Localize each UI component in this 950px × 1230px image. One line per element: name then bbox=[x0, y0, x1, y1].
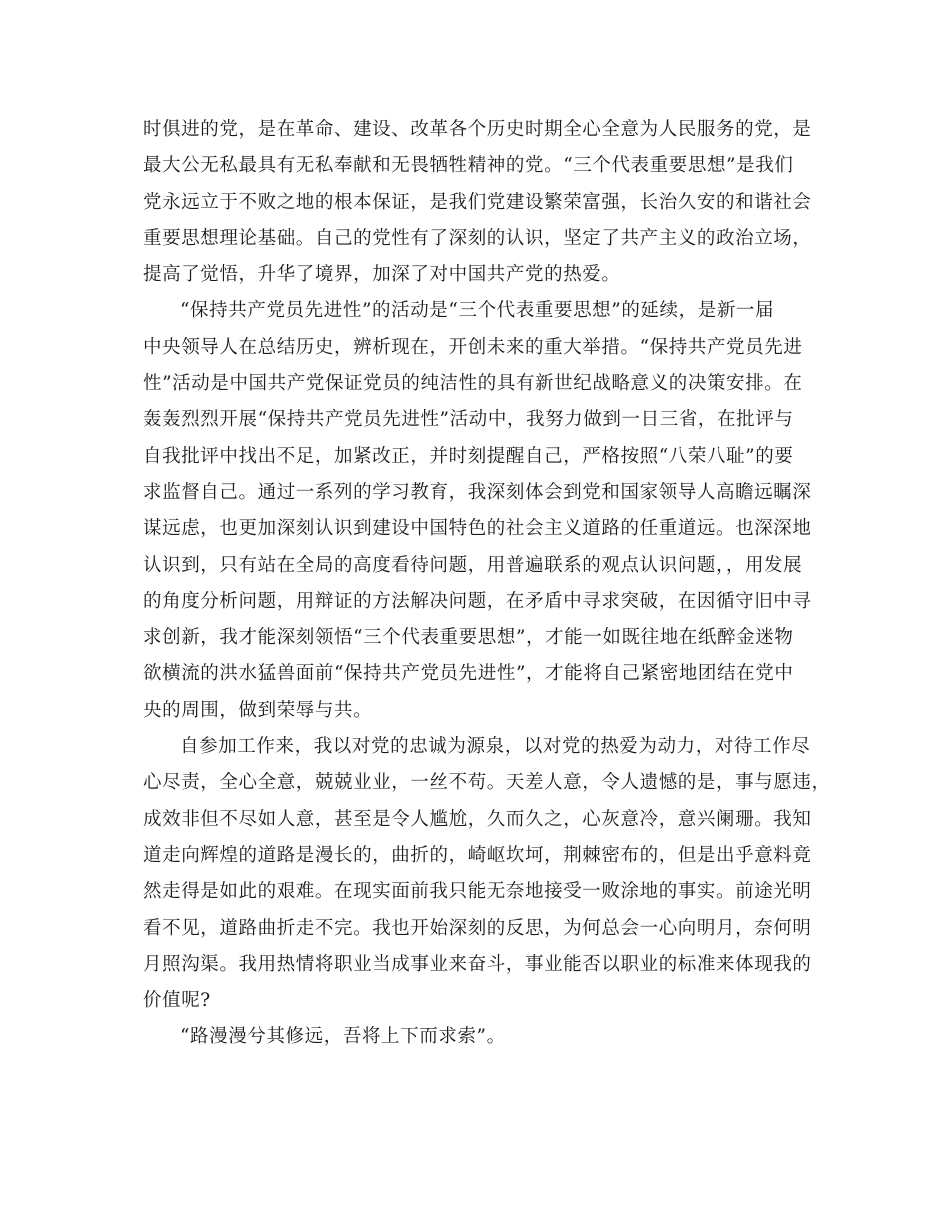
text-line: 价值呢? bbox=[143, 990, 211, 1012]
text-line: 重要思想理论基础。自己的党性有了深刻的认识，坚定了共产主义的政治立场， bbox=[143, 227, 812, 249]
text-line: 求监督自己。通过一系列的学习教育，我深刻体会到党和国家领导人高瞻远瞩深 bbox=[143, 481, 812, 503]
text-line: 提高了觉悟，升华了境界，加深了对中国共产党的热爱。 bbox=[143, 264, 621, 286]
paragraph-start-line: “路漫漫兮其修远，吾将上下而求索”。 bbox=[180, 1026, 506, 1048]
text-line: 谋远虑，也更加深刻认识到建设中国特色的社会主义道路的任重道远。也深深地 bbox=[143, 518, 812, 540]
text-line: 性”活动是中国共产党保证党员的纯洁性的具有新世纪战略意义的决策安排。在 bbox=[143, 373, 803, 395]
text-line: 最大公无私最具有无私奉献和无畏牺牲精神的党。“三个代表重要思想”是我们 bbox=[143, 155, 794, 177]
text-line: 月照沟渠。我用热情将职业当成事业来奋斗，事业能否以职业的标准来体现我的 bbox=[143, 953, 812, 975]
document-body bbox=[143, 112, 831, 1056]
text-line: 欲横流的洪水猛兽面前“保持共产党员先进性”，才能将自己紧密地团结在党中 bbox=[143, 663, 794, 685]
text-line: 成效非但不尽如人意，甚至是令人尴尬，久而久之，心灰意冷，意兴阑珊。我知 bbox=[143, 808, 812, 830]
text-line: 道走向辉煌的道路是漫长的，曲折的，崎岖坎坷，荆棘密布的，但是出乎意料竟 bbox=[143, 844, 812, 866]
text-line: 的角度分析问题，用辩证的方法解决问题，在矛盾中寻求突破，在因循守旧中寻 bbox=[143, 590, 812, 612]
text-line: 心尽责，全心全意，兢兢业业，一丝不苟。天差人意，令人遗憾的是，事与愿违， bbox=[143, 772, 831, 794]
text-line: 中央领导人在总结历史，辨析现在，开创未来的重大举措。“保持共产党员先进 bbox=[143, 336, 803, 358]
paragraph-start-line: “保持共产党员先进性”的活动是“三个代表重要思想”的延续，是新一届 bbox=[180, 300, 775, 322]
text-line: 然走得是如此的艰难。在现实面前我只能无奈地接受一败涂地的事实。前途光明 bbox=[143, 881, 812, 903]
text-line: 时俱进的党，是在革命、建设、改革各个历史时期全心全意为人民服务的党，是 bbox=[143, 119, 812, 140]
text-line: 央的周围，做到荣辱与共。 bbox=[143, 699, 373, 721]
text-line: 求创新，我才能深刻领悟“三个代表重要思想”，才能一如既往地在纸醉金迷物 bbox=[143, 627, 794, 649]
text-line: 认识到，只有站在全局的高度看待问题，用普遍联系的观点认识问题，，用发展 bbox=[143, 554, 803, 576]
text-line: 自我批评中找出不足，加紧改正，并时刻提醒自己，严格按照“八荣八耻”的要 bbox=[143, 445, 794, 467]
paragraph-start-line: 自参加工作来，我以对党的忠诚为源泉，以对党的热爱为动力，对待工作尽 bbox=[180, 736, 811, 758]
text-line: 党永远立于不败之地的根本保证，是我们党建设繁荣富强，长治久安的和谐社会 bbox=[143, 191, 812, 213]
text-line: 轰轰烈烈开展“保持共产党员先进性”活动中，我努力做到一日三省，在批评与 bbox=[143, 409, 794, 431]
text-line: 看不见，道路曲折走不完。我也开始深刻的反思，为何总会一心向明月，奈何明 bbox=[143, 917, 812, 939]
